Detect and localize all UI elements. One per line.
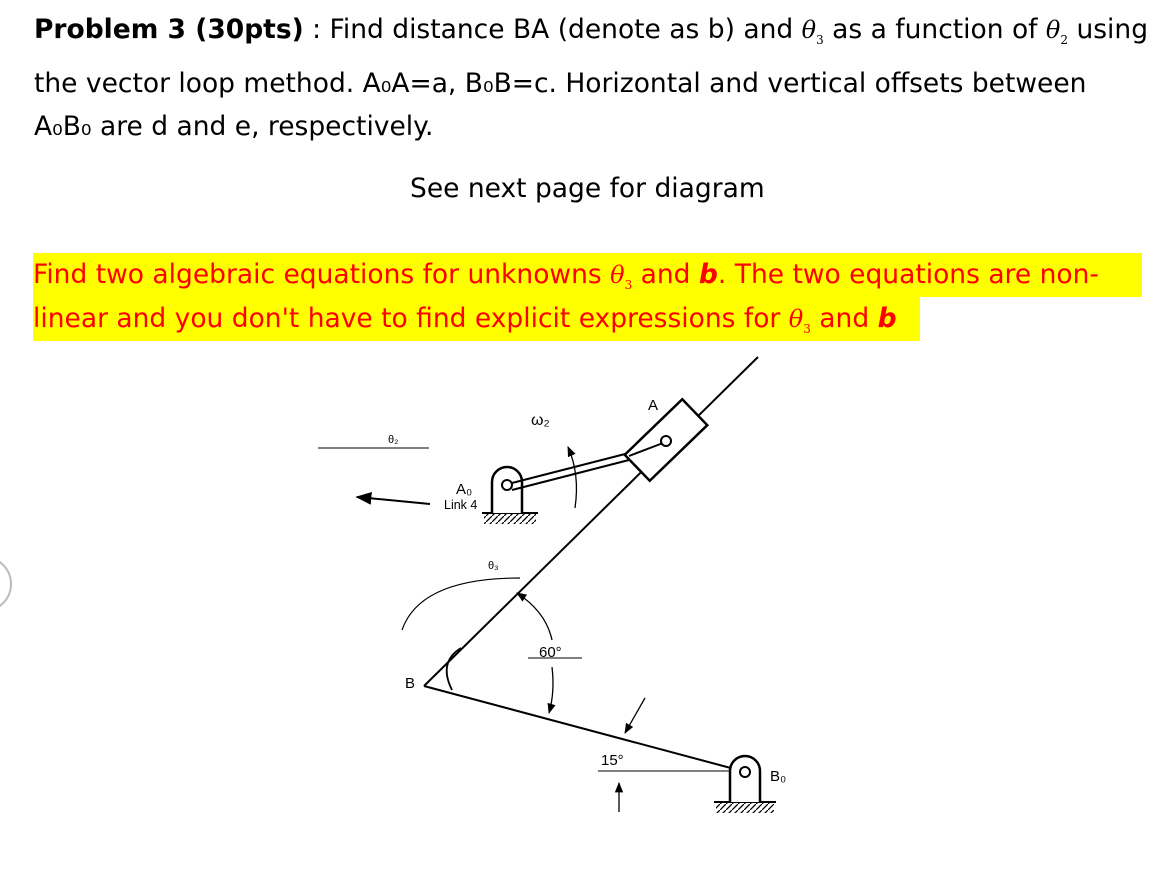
hl1-bvar: b: [698, 259, 718, 290]
a-label: A: [648, 397, 659, 414]
hl2-theta-char: θ: [788, 305, 804, 333]
b-label: B: [405, 675, 416, 692]
lower-link-bb0: [424, 686, 742, 771]
a-pin: [661, 436, 671, 446]
problem-line1-c: using: [1068, 14, 1149, 45]
problem-line-3: A₀B₀ are d and e, respectively.: [34, 110, 434, 142]
guide-link-ba: [424, 357, 758, 686]
b0-pin: [740, 767, 750, 777]
see-next-note: See next page for diagram: [410, 173, 765, 204]
hl2-b: and: [810, 303, 878, 334]
problem-line1-b: as a function of: [823, 14, 1046, 45]
horizontal-arrow: [357, 497, 430, 504]
sixty-arrow-up: [517, 593, 552, 640]
theta3-sub: 3: [816, 32, 824, 47]
b0-pivot-support: [730, 756, 760, 802]
theta3-char: θ: [801, 16, 817, 44]
omega2-label: ω₂: [531, 412, 550, 429]
sixty-label: 60°: [539, 644, 562, 661]
b0-ground-hatch: [716, 802, 774, 813]
a0-label: A₀: [456, 481, 473, 498]
crank-link-a0a: [512, 453, 629, 483]
hl1-b: and: [632, 259, 699, 290]
theta2-label: θ₂: [388, 434, 399, 446]
b0-label: B₀: [770, 768, 787, 785]
theta2-sub: 2: [1060, 32, 1069, 47]
problem-separator: :: [303, 14, 330, 45]
sixty-arrow-down: [549, 667, 553, 713]
hl1-theta-sub: 3: [624, 277, 633, 292]
hl2-a: linear and you don't have to find explicit expressions for: [33, 303, 789, 334]
hl1-a: Find two algebraic equations for unknowns: [33, 259, 611, 290]
theta2-char: θ: [1045, 16, 1061, 44]
problem-line1-a: Find distance BA (denote as b) and: [329, 14, 802, 45]
hl2-theta-sub: 3: [803, 321, 811, 336]
crank-link-a0a-edge: [512, 460, 629, 490]
omega2-arrow: [568, 447, 576, 508]
link4-label: Link 4: [444, 498, 478, 512]
a0-pin: [502, 480, 512, 490]
a0-ground-hatch: [484, 513, 536, 524]
hl1-theta-char: θ: [610, 261, 625, 289]
problem-heading: Problem 3 (30pts): [34, 14, 304, 45]
problem-line-2: the vector loop method. A₀A=a, B₀B=c. Horizontal and vertical offsets between: [34, 67, 1087, 99]
theta3-label: θ₃: [488, 560, 499, 572]
fifteen-label: 15°: [601, 752, 624, 769]
fifteen-arrow-down: [625, 698, 645, 733]
theta3-arc: [402, 578, 520, 630]
hl1-c: . The two equations are non-: [717, 259, 1099, 290]
hl2-bvar: b: [877, 303, 897, 334]
angle-arc-at-b: [447, 648, 461, 690]
